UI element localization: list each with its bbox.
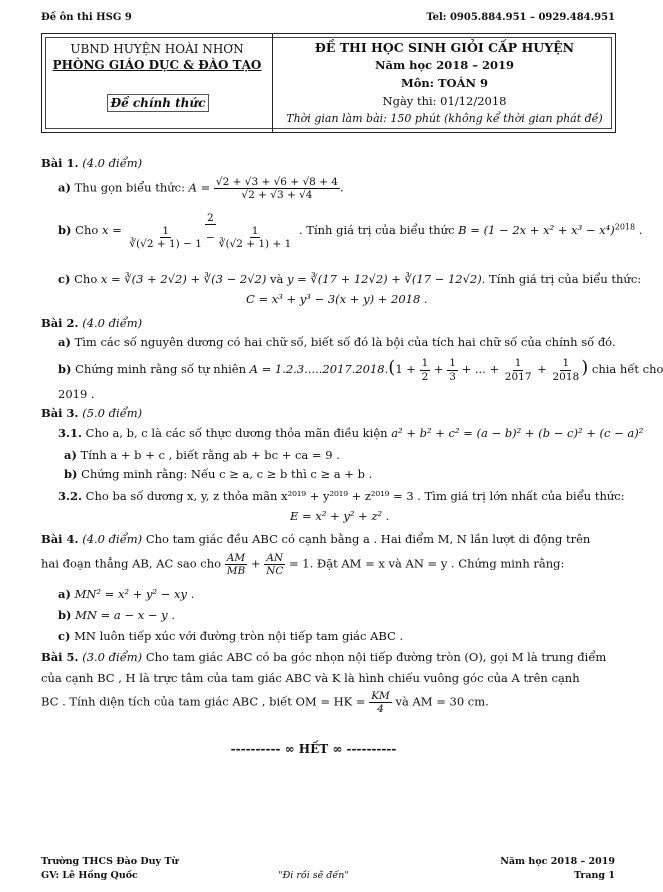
- problem-4c-label: c): [58, 629, 71, 643]
- problem-4b-text: MN = a − x − y .: [75, 608, 175, 622]
- school-year: Năm học 2018 – 2019: [375, 58, 514, 72]
- problem-2b-label: b): [58, 362, 72, 376]
- problem-2b-f2-num: 1: [449, 357, 456, 370]
- footer-school: Trường THCS Đào Duy Từ: [41, 856, 179, 867]
- problem-3-2-label: 3.2.: [58, 489, 83, 503]
- problem-2b-f1-den: 2: [421, 370, 429, 383]
- problem-4-f2-den: NC: [266, 565, 284, 578]
- problem-1c: [58, 272, 641, 286]
- problem-3-1b-text: Chứng minh rằng: Nếu c ≥ a, c ≥ b thì c ≥ a + b .: [81, 467, 373, 481]
- problem-1b-label: b): [58, 223, 72, 238]
- problem-1c-text: Cho: [74, 272, 98, 286]
- problem-5-frac-num: KM: [371, 690, 390, 702]
- problem-5-text-1: Cho tam giác ABC có ba góc nhọn nội tiếp đường tròn (O), gọi M là trung điểm: [145, 650, 607, 664]
- problem-1c-expression: C = x³ + y³ − 3(x + y) + 2018 .: [246, 292, 428, 306]
- problem-4-f1-num: AM: [226, 552, 246, 564]
- problem-1c-and: và: [270, 272, 284, 286]
- problem-3-1b: [64, 467, 372, 481]
- problem-5-text-3b: và AM = 30 cm.: [395, 694, 489, 709]
- problem-4c: [58, 629, 403, 643]
- problem-1-heading: [41, 156, 142, 170]
- problem-2b-f3-num: 1: [514, 357, 522, 370]
- problem-3-1-expr: a² + b² + c² = (a − b)² + (b − c)² + (c − a)²: [391, 426, 644, 440]
- problem-5-text-3a: BC . Tính diện tích của tam giác ABC , biết OM = HK =: [41, 694, 366, 709]
- problem-1a-text: Thu gọn biểu thức:: [74, 180, 185, 195]
- problem-4-points: (4.0 điểm): [82, 532, 143, 546]
- problem-4c-text: MN luôn tiếp xúc với đường tròn nội tiếp tam giác ABC .: [74, 629, 404, 643]
- problem-5-title: Bài 5.: [41, 650, 79, 664]
- footer-page: Trang 1: [573, 870, 615, 881]
- problem-3-2: [58, 489, 625, 503]
- problem-1b-exponent: 2018: [614, 222, 636, 232]
- problem-1b-sub2-num: 1: [251, 225, 259, 238]
- problem-1b-expr: B = (1 − 2x + x² + x³ − x⁴): [458, 223, 615, 238]
- end-marker: ---------- ∞ HẾT ∞ ----------: [230, 742, 397, 756]
- problem-4-line-2: [41, 552, 564, 577]
- problem-2b-f4-num: 1: [562, 357, 570, 370]
- problem-4-text-1: Cho tam giác đều ABC có cạnh bằng a . Hai điểm M, N lần lượt di động trên: [145, 532, 591, 546]
- subject: Môn: TOÁN 9: [400, 76, 489, 90]
- problem-3-1a: [64, 448, 340, 462]
- problem-1b: b) Cho x = 2 $\frac{1}{∛(√2 + 1) - 1}$ − $\frac{1}{∛(√2 + 1) + 1}$ . Tính giá trị của biểu thức $B = (1 - 2x + x^2 + x^3 - x^4)^{2018}$ .: [58, 212, 643, 251]
- footer-teacher: GV: Lê Hồng Quốc: [41, 870, 138, 881]
- department-name: PHÒNG GIÁO DỤC & ĐÀO TẠO: [52, 58, 262, 72]
- problem-5-line-3: [41, 690, 489, 715]
- problem-2b-f2-den: 3: [449, 370, 456, 383]
- problem-4-plus: +: [250, 556, 261, 571]
- problem-1b-sub1-den: ∛(√2 + 1) − 1: [129, 238, 202, 251]
- problem-3-2-expression: E = x² + y² + z² .: [290, 509, 390, 523]
- problem-2a: [58, 335, 616, 349]
- problem-2b-f1-num: 1: [421, 357, 429, 370]
- problem-5-points: (3.0 điểm): [82, 650, 143, 664]
- problem-1b-text: Cho: [75, 223, 99, 238]
- problem-3-2-text: Cho ba số dương x, y, z thỏa mãn x²⁰¹⁹ + y²⁰¹⁹ + z²⁰¹⁹ = 3 . Tìm giá trị lớn nhất của biểu thức:: [85, 489, 625, 503]
- problem-1-title: Bài 1.: [41, 156, 79, 170]
- title-box: [41, 33, 616, 133]
- exam-title: ĐỀ THI HỌC SINH GIỎI CẤP HUYỆN: [314, 40, 575, 55]
- problem-3-1a-text: Tính a + b + c , biết rằng ab + bc + ca = 9 .: [80, 448, 340, 462]
- problem-1c-label: c): [58, 272, 71, 286]
- problem-4a: [58, 587, 194, 601]
- problem-4-title: Bài 4.: [41, 532, 79, 546]
- problem-1a-lhs: A =: [188, 180, 211, 195]
- problem-4-f1-den: MB: [226, 565, 246, 578]
- problem-1b-fraction: 2 $\frac{1}{∛(√2 + 1) - 1}$ − $\frac{1}{∛(√2 + 1) + 1}$: [129, 212, 292, 251]
- problem-1c-tail: . Tính giá trị của biểu thức:: [481, 272, 642, 286]
- problem-1b-lhs: x =: [101, 223, 122, 238]
- problem-1a: a) Thu gọn biểu thức: A = $\frac{√2 + √3 + √6 + √8 + 4}{√2 + √3 + √4}$ .: [58, 176, 344, 202]
- problem-2b-tail: chia hết cho: [591, 362, 663, 376]
- problem-2b-continuation: 2019 .: [58, 387, 95, 401]
- problem-2a-text: Tìm các số nguyên dương có hai chữ số, biết số đó là bội của tích hai chữ số của chính số đó.: [74, 335, 616, 349]
- problem-2b-f4-den: 2018: [552, 370, 580, 383]
- problem-5-text-2: của cạnh BC , H là trực tâm của tam giác ABC và K là hình chiếu vuông góc của A trên cạnh: [41, 671, 580, 685]
- problem-2b-expr: A = 1.2.3.....2017.2018.: [249, 362, 389, 376]
- problem-4a-label: a): [58, 587, 71, 601]
- problem-3-heading: [41, 406, 142, 420]
- problem-2-heading: [41, 316, 142, 330]
- problem-3-1: [58, 426, 643, 440]
- problem-3-points: (5.0 điểm): [82, 406, 143, 420]
- problem-4-text-2: hai đoạn thẳng AB, AC sao cho: [41, 556, 222, 571]
- problem-1b-tail: . Tính giá trị của biểu thức: [298, 223, 455, 238]
- header-left: Đề ôn thi HSG 9: [41, 12, 132, 23]
- problem-5-frac-den: 4: [377, 703, 384, 716]
- problem-2a-label: a): [58, 335, 71, 349]
- problem-1a-label: a): [58, 180, 71, 195]
- problem-3-1b-label: b): [64, 467, 78, 481]
- org-name: UBND HUYỆN HOÀI NHƠN: [70, 42, 244, 56]
- problem-2b-plus: +: [433, 362, 444, 376]
- problem-3-title: Bài 3.: [41, 406, 79, 420]
- official-badge: Đề chính thức: [107, 94, 209, 112]
- problem-2b-f3-den: 2017: [504, 370, 532, 383]
- footer-motto: "Đi rồi sẽ đến": [278, 870, 349, 881]
- problem-1c-y: y = ∛(17 + 12√2) + ∛(17 − 12√2): [287, 272, 482, 286]
- problem-3-1-label: 3.1.: [58, 426, 83, 440]
- problem-1b-sub2-den: ∛(√2 + 1) + 1: [218, 238, 292, 251]
- problem-4b-label: b): [58, 608, 72, 622]
- exam-date: Ngày thi: 01/12/2018: [382, 94, 507, 108]
- problem-1a-fraction: [214, 176, 340, 201]
- header-right: Tel: 0905.884.951 – 0929.484.951: [426, 12, 615, 23]
- problem-2b-dots: + ... +: [461, 362, 500, 376]
- problem-5-line-1: [41, 650, 606, 664]
- problem-4-eq: = 1. Đặt AM = x và AN = y . Chứng minh rằng:: [289, 556, 565, 571]
- problem-2-title: Bài 2.: [41, 316, 79, 330]
- exam-duration: Thời gian làm bài: 150 phút (không kể thời gian phát đề): [286, 112, 603, 125]
- problem-4b: [58, 608, 175, 622]
- problem-3-1a-label: a): [64, 448, 77, 462]
- footer-year: Năm học 2018 – 2019: [500, 856, 615, 867]
- problem-3-1-text: Cho a, b, c là các số thực dương thỏa mãn điều kiện: [85, 426, 388, 440]
- problem-4-f2-num: AN: [266, 552, 284, 564]
- problem-1-points: (4.0 điểm): [82, 156, 143, 170]
- problem-2b-text: Chứng minh rằng số tự nhiên: [75, 362, 246, 376]
- problem-1b-numerator: 2: [207, 212, 214, 224]
- problem-1a-numerator: √2 + √3 + √6 + √8 + 4: [215, 176, 338, 188]
- problem-2-points: (4.0 điểm): [82, 316, 143, 330]
- problem-1c-x: x = ∛(3 + 2√2) + ∛(3 − 2√2): [100, 272, 267, 286]
- problem-1a-denominator: √2 + √3 + √4: [241, 189, 313, 202]
- problem-2b: b) Chứng minh rằng số tự nhiên A = 1.2.3.....2017.2018.(1 + $\frac{1}{2}$ + $\frac{1}{3}$ + ... + $\frac{1}{2017}$ + $\frac{1}{2018}$ ) chia hết cho: [58, 357, 663, 383]
- problem-2b-one: 1 +: [395, 362, 416, 376]
- problem-4-line-1: [41, 532, 590, 546]
- problem-4a-text: MN² = x² + y² − xy .: [74, 587, 195, 601]
- problem-1b-sub1-num: 1: [162, 225, 169, 238]
